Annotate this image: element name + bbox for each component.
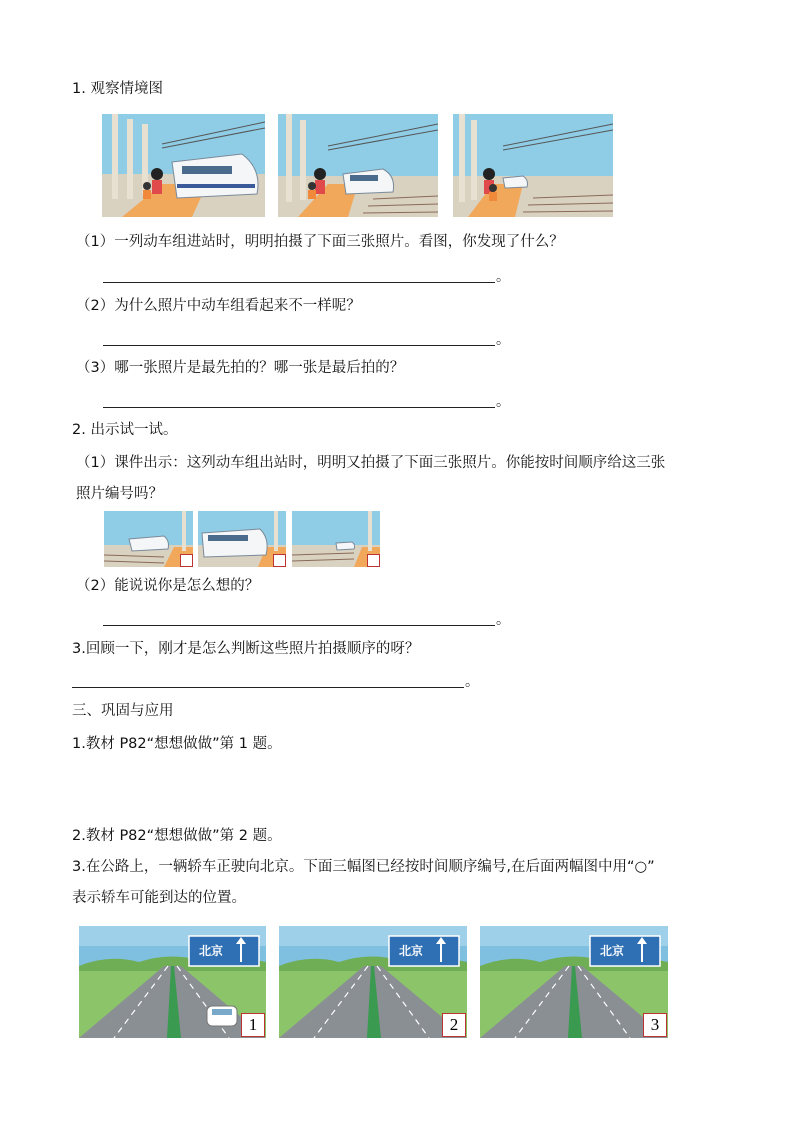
beijing-sign-text: 北京 bbox=[399, 944, 424, 958]
train-arrival-photo-1 bbox=[102, 114, 265, 217]
exercise-3-line1: 3.在公路上，一辆轿车正驶向北京。下面三幅图已经按时间顺序编号,在后面两幅图中用“○” bbox=[72, 859, 655, 875]
answer-line-1-1[interactable] bbox=[103, 282, 495, 283]
train-departure-photo-b bbox=[198, 511, 286, 567]
question-1-2: （2）为什么照片中动车组看起来不一样呢？ bbox=[76, 298, 361, 314]
beijing-sign-text: 北京 bbox=[199, 944, 224, 958]
order-box-b[interactable] bbox=[273, 554, 286, 567]
question-2-1-line1: （1）课件出示：这列动车组出站时，明明又拍摄了下面三张照片。你能按时间顺序给这三张 bbox=[76, 455, 666, 471]
picture-number-2: 2 bbox=[442, 1013, 466, 1037]
section-heading-consolidation: 三、巩固与应用 bbox=[72, 703, 174, 719]
road-picture-2 bbox=[279, 926, 467, 1038]
answer-end-mark: 。 bbox=[496, 394, 510, 410]
train-arrival-photo-3 bbox=[453, 114, 613, 217]
question-3: 3.回顾一下，刚才是怎么判断这些照片拍摄顺序的呀？ bbox=[72, 641, 420, 657]
question-2-1-line2: 照片编号吗？ bbox=[76, 486, 163, 502]
beijing-sign-text: 北京 bbox=[600, 944, 625, 958]
train-departure-photo-c bbox=[292, 511, 380, 567]
question-1-3: （3）哪一张照片是最先拍的？哪一张是最后拍的？ bbox=[76, 360, 405, 376]
answer-end-mark: 。 bbox=[496, 612, 510, 628]
section-heading-try: 2. 出示试一试。 bbox=[72, 422, 178, 438]
road-picture-1 bbox=[79, 926, 266, 1038]
picture-number-1: 1 bbox=[241, 1013, 265, 1037]
answer-end-mark: 。 bbox=[496, 269, 510, 285]
order-box-c[interactable] bbox=[367, 554, 380, 567]
answer-line-1-2[interactable] bbox=[103, 345, 495, 346]
train-arrival-photo-2 bbox=[278, 114, 438, 217]
exercise-2: 2.教材 P82“想想做做”第 2 题。 bbox=[72, 828, 282, 844]
road-picture-3 bbox=[480, 926, 668, 1038]
answer-end-mark: 。 bbox=[465, 674, 479, 690]
answer-line-1-3[interactable] bbox=[103, 407, 495, 408]
question-2-2: （2）能说说你是怎么想的？ bbox=[76, 578, 260, 594]
order-box-a[interactable] bbox=[180, 554, 193, 567]
picture-number-3: 3 bbox=[643, 1013, 667, 1037]
exercise-3-line2: 表示轿车可能到达的位置。 bbox=[72, 890, 246, 906]
answer-line-3[interactable] bbox=[72, 687, 464, 688]
answer-end-mark: 。 bbox=[496, 332, 510, 348]
section-heading-observe: 1. 观察情境图 bbox=[72, 81, 163, 97]
exercise-1: 1.教材 P82“想想做做”第 1 题。 bbox=[72, 736, 282, 752]
answer-line-2-2[interactable] bbox=[103, 625, 495, 626]
train-departure-photo-a bbox=[104, 511, 193, 567]
question-1-1: （1）一列动车组进站时，明明拍摄了下面三张照片。看图，你发现了什么？ bbox=[76, 234, 564, 250]
